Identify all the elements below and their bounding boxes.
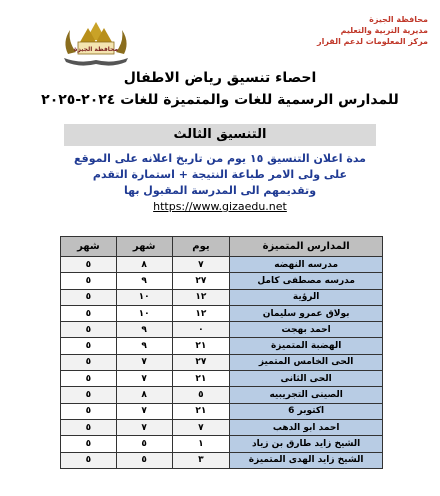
school-name: مدرسه مصطفى كامل [230, 273, 383, 289]
extra-value: ٥ [61, 305, 117, 321]
month-value: ٩ [116, 322, 172, 338]
extra-value: ٥ [61, 273, 117, 289]
month-value: ٨ [116, 257, 172, 273]
extra-value: ٥ [61, 289, 117, 305]
org-header [317, 14, 428, 47]
website-link[interactable]: https://www.gizaedu.net [153, 200, 287, 213]
school-name: احمد بهجت [230, 322, 383, 338]
day-value: ٣ [172, 452, 230, 468]
day-value: ٢٧ [172, 354, 230, 370]
month-value: ٩ [116, 338, 172, 354]
school-name: الحى الثانى [230, 371, 383, 387]
notice-line-3: وتقديمهم الى المدرسة المقبول بها [123, 184, 317, 197]
table-row [61, 371, 383, 387]
day-value: ١٢ [172, 305, 230, 321]
table-row [61, 322, 383, 338]
table-row [61, 354, 383, 370]
day-value: ٧ [172, 419, 230, 435]
school-name: الصينى التجريبيه [230, 387, 383, 403]
day-value: ٧ [172, 257, 230, 273]
day-value: ٠ [172, 322, 230, 338]
org-line-directorate: مديرية التربية والتعليم [340, 26, 428, 35]
table-row [61, 387, 383, 403]
day-value: ٢١ [172, 403, 230, 419]
month-value: ٥ [116, 452, 172, 468]
org-line-governorate: محافظة الجيزة [369, 15, 428, 24]
header-month: شهر [116, 237, 172, 257]
extra-value: ٥ [61, 338, 117, 354]
school-name: الشيخ زايد طارق بن زياد [230, 436, 383, 452]
logo-caption: محافظة الجيزة [73, 46, 119, 53]
table-row [61, 452, 383, 468]
school-name: مدرسه النهضه [230, 257, 383, 273]
org-line-center: مركز المعلومات لدعم القرار [316, 37, 428, 46]
table-row [61, 338, 383, 354]
table-row [61, 436, 383, 452]
extra-value: ٥ [61, 354, 117, 370]
school-name: الرؤية [230, 289, 383, 305]
table-row [61, 289, 383, 305]
table-row [61, 305, 383, 321]
header-school: المدارس المتميزة [230, 237, 383, 257]
school-name: الشيخ زايد الهدى المتميزة [230, 452, 383, 468]
extra-value: ٥ [61, 452, 117, 468]
table-row [61, 273, 383, 289]
header-day: يوم [172, 237, 230, 257]
extra-value: ٥ [61, 436, 117, 452]
month-value: ٧ [116, 403, 172, 419]
month-value: ٧ [116, 371, 172, 387]
table-row [61, 403, 383, 419]
notice-line-2: على ولى الامر طباعة النتيجة + استمارة التقدم [92, 168, 348, 181]
month-value: ٧ [116, 354, 172, 370]
day-value: ١٢ [172, 289, 230, 305]
month-value: ٩ [116, 273, 172, 289]
extra-value: ٥ [61, 371, 117, 387]
page-subtitle: للمدارس الرسمية للغات والمتميزة للغات ٢٠٢٤-٢٠٢٥ [41, 92, 399, 108]
day-value: ٢٧ [172, 273, 230, 289]
school-name: الهضبة المتميزة [230, 338, 383, 354]
round-banner: التنسيق الثالث [64, 124, 376, 146]
extra-value: ٥ [61, 322, 117, 338]
schools-table [60, 236, 383, 469]
header-month-2: شهر [61, 237, 117, 257]
page-title: احصاء تنسيق رياض الاطفال [123, 70, 317, 86]
notice-line-1: مدة اعلان التنسيق ١٥ يوم من تاريخ اعلانه على الموقع [74, 152, 366, 165]
day-value: ٢١ [172, 371, 230, 387]
day-value: ٥ [172, 387, 230, 403]
day-value: ٢١ [172, 338, 230, 354]
school-name: احمد ابو الدهب [230, 419, 383, 435]
school-name: اكتوبر 6 [230, 403, 383, 419]
table-row [61, 419, 383, 435]
extra-value: ٥ [61, 387, 117, 403]
month-value: ٧ [116, 419, 172, 435]
school-name: بولاق عمرو سليمان [230, 305, 383, 321]
extra-value: ٥ [61, 419, 117, 435]
table-header-row [61, 237, 383, 257]
month-value: ١٠ [116, 305, 172, 321]
table-row [61, 257, 383, 273]
month-value: ١٠ [116, 289, 172, 305]
school-name: الحى الخامس المتميز [230, 354, 383, 370]
extra-value: ٥ [61, 403, 117, 419]
day-value: ١ [172, 436, 230, 452]
month-value: ٥ [116, 436, 172, 452]
extra-value: ٥ [61, 257, 117, 273]
month-value: ٨ [116, 387, 172, 403]
giza-logo [60, 14, 132, 70]
